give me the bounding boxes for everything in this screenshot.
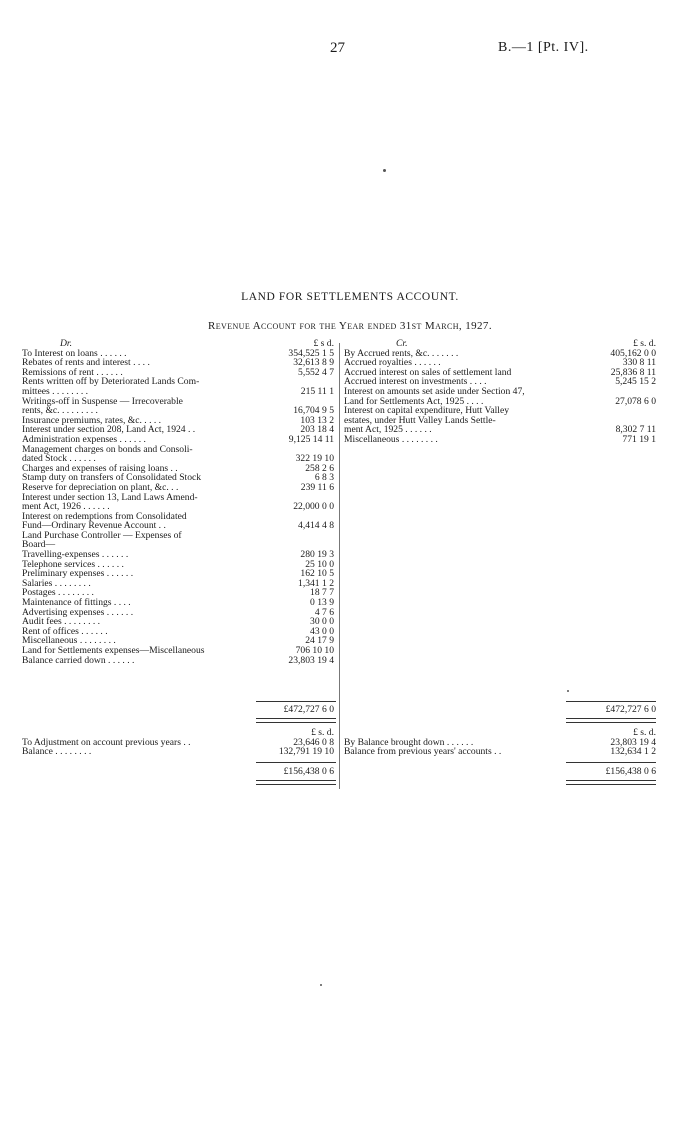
credit-column [344, 339, 656, 445]
entry-amount: 0 13 9 [310, 597, 334, 609]
ledger-row [344, 387, 656, 397]
entry-amount: 706 10 10 [295, 645, 334, 656]
ledger-row [344, 358, 656, 368]
entry-amount: 405,162 0 0 [610, 347, 656, 359]
column-divider [339, 343, 340, 789]
entry-amount: 27,078 6 0 [615, 395, 656, 407]
ledger-row [22, 636, 336, 646]
credit-rows [344, 349, 656, 445]
total-double-rule [566, 718, 656, 723]
entry-amount: 32,613 8 9 [293, 357, 334, 369]
entry-amount: 23,803 19 4 [288, 654, 334, 666]
entry-label: Audit fees . . . . . . . . [22, 617, 101, 627]
entry-label: Rebates of rents and interest . . . . [22, 358, 150, 368]
ledger-row [22, 747, 336, 757]
entry-amount: 203 18 4 [300, 424, 334, 436]
ledger-row [22, 406, 336, 416]
entry-label: Preliminary expenses . . . . . . [22, 569, 134, 579]
entry-label: Writings-off in Suspense — Irrecoverable [22, 396, 183, 407]
ledger-row [22, 608, 336, 618]
ink-speck [383, 169, 386, 172]
entry-amount: 4 7 6 [314, 606, 334, 618]
entry-label: Land for Settlements Act, 1925 . . . . [344, 396, 484, 407]
entry-label: Accrued interest on sales of settlement land [344, 367, 512, 378]
ledger-row [22, 550, 336, 560]
total-double-rule [256, 718, 336, 723]
entry-amount: 22,000 0 0 [293, 501, 334, 513]
ledger-row [22, 627, 336, 637]
entry-label: Charges and expenses of raising loans . . [22, 463, 178, 474]
page-number: 27 [330, 40, 345, 56]
ledger-row [22, 435, 336, 445]
entry-amount: 280 19 3 [300, 549, 334, 561]
entry-amount: 771 19 1 [622, 433, 656, 445]
entry-amount: 5,552 4 7 [298, 366, 334, 378]
ledger-row [344, 425, 656, 435]
entry-amount: 215 11 1 [300, 385, 334, 397]
entry-label: Maintenance of fittings . . . . [22, 598, 131, 608]
entry-amount: 162 10 5 [300, 568, 334, 580]
ledger-row [22, 598, 336, 608]
entry-label: ment Act, 1925 . . . . . . [344, 425, 432, 435]
entry-amount: 30 0 0 [310, 616, 334, 628]
credit-total: £472,727 6 0 [605, 704, 656, 715]
credit-balance-total: £156,438 0 6 [605, 766, 656, 777]
entry-label: Management charges on bonds and Consoli- [22, 444, 193, 455]
entry-label: Fund—Ordinary Revenue Account . . [22, 521, 166, 531]
ledger-row [22, 531, 336, 541]
ledger-row [22, 656, 336, 666]
debit-balance-total: £156,438 0 6 [283, 766, 334, 777]
lsd-header: £ s. d. [311, 727, 334, 738]
entry-label: Balance . . . . . . . . [22, 747, 92, 757]
credit-label: Cr. [396, 338, 408, 349]
entry-label: Postages . . . . . . . . [22, 588, 94, 599]
entry-label: Land Purchase Controller — Expenses of [22, 530, 182, 541]
entry-label: To Adjustment on account previous years . . [22, 737, 191, 748]
debit-column [22, 339, 336, 665]
entry-label: Rents written off by Deteriorated Lands Com- [22, 377, 200, 387]
ledger-row [22, 397, 336, 407]
lsd-header-row [344, 728, 656, 738]
entry-amount: 330 8 11 [622, 357, 656, 369]
entry-label: Interest under section 13, Land Laws Amend- [22, 492, 198, 503]
debit-balance-section [22, 728, 336, 757]
entry-label: Miscellaneous . . . . . . . . [22, 636, 116, 646]
ledger-row [22, 588, 336, 598]
entry-amount: 132,791 19 10 [278, 746, 334, 758]
entry-label: Administration expenses . . . . . . [22, 434, 146, 445]
entry-amount: 354,525 1 5 [288, 347, 334, 359]
ledger-row [22, 540, 336, 550]
ledger-row [22, 617, 336, 627]
account-subtitle: Revenue Account for the Year ended 31st March, 1927. [208, 320, 492, 332]
entry-label: By Balance brought down . . . . . . [344, 737, 474, 748]
total-double-rule [566, 780, 656, 785]
ledger-row [344, 435, 656, 445]
credit-header-row [344, 339, 656, 349]
entry-label: Reserve for depreciation on plant, &c. . . [22, 482, 179, 493]
debit-total: £472,727 6 0 [283, 704, 334, 715]
entry-label: rents, &c. . . . . . . . . [22, 406, 98, 416]
debit-rows [22, 349, 336, 666]
entry-label: Travelling-expenses . . . . . . [22, 550, 129, 560]
entry-label: mittees . . . . . . . . [22, 386, 89, 397]
ink-speck [320, 984, 322, 986]
credit-balance-section [344, 728, 656, 757]
ledger-row [22, 377, 336, 387]
entry-label: Accrued interest on investments . . . . [344, 377, 487, 387]
entry-amount: 5,245 15 2 [615, 376, 656, 388]
ink-speck [567, 690, 569, 692]
entry-label: Stamp duty on transfers of Consolidated Stock [22, 473, 202, 483]
entry-label: Balance from previous years' accounts . . [344, 747, 502, 757]
entry-amount: 25,836 8 11 [610, 366, 656, 378]
entry-amount: 103 13 2 [300, 414, 334, 426]
ledger-row [22, 483, 336, 493]
ledger-row [22, 358, 336, 368]
total-rule [256, 701, 336, 702]
entry-label: Salaries . . . . . . . . [22, 578, 91, 589]
entry-label: ment Act, 1926 . . . . . . [22, 502, 110, 512]
entry-label: To Interest on loans . . . . . . [22, 348, 127, 359]
account-title: LAND FOR SETTLEMENTS ACCOUNT. [241, 291, 459, 303]
entry-amount: 132,634 1 2 [610, 746, 656, 758]
ledger-row [344, 368, 656, 378]
entry-label: Land for Settlements expenses—Miscellaneous [22, 646, 205, 656]
entry-label: Miscellaneous . . . . . . . . [344, 434, 438, 445]
entry-amount: 16,704 9 5 [293, 405, 334, 417]
entry-label: Rent of offices . . . . . . [22, 626, 108, 637]
entry-amount: 24 17 9 [305, 635, 334, 647]
ledger-row [22, 502, 336, 512]
ledger-row [344, 406, 656, 416]
lsd-header: £ s. d. [633, 727, 656, 738]
ledger-row [22, 579, 336, 589]
entry-label: Interest on amounts set aside under Section 47, [344, 386, 525, 397]
total-rule [566, 701, 656, 702]
ledger-row [22, 368, 336, 378]
ledger-row [22, 454, 336, 464]
entry-label: Board— [22, 540, 56, 551]
ledger-row [22, 445, 336, 455]
entry-amount: 322 19 10 [295, 453, 334, 465]
entry-label: Advertising expenses . . . . . . [22, 607, 134, 618]
lsd-header: £ s. d. [633, 338, 656, 349]
entry-amount: 9,125 14 11 [288, 433, 334, 445]
ledger-row [344, 416, 656, 426]
ledger-row [344, 738, 656, 748]
ledger-row [344, 747, 656, 757]
entry-amount: 18 7 7 [310, 587, 334, 599]
entry-label: estates, under Hutt Valley Lands Settle- [344, 415, 496, 426]
entry-amount: 25 10 0 [305, 558, 334, 570]
ledger-row [22, 387, 336, 397]
ledger-row [22, 416, 336, 426]
lsd-header: £ s d. [313, 338, 334, 349]
entry-label: Balance carried down . . . . . . [22, 655, 135, 666]
total-rule [256, 762, 336, 763]
total-rule [566, 762, 656, 763]
ledger-row [22, 560, 336, 570]
entry-label: Insurance premiums, rates, &c. . . . . [22, 415, 162, 426]
entry-amount: 258 2 6 [305, 462, 334, 474]
total-double-rule [256, 780, 336, 785]
entry-amount: 6 8 3 [314, 472, 334, 484]
debit-label: Dr. [60, 338, 72, 349]
entry-label: Interest on redemptions from Consolidated [22, 511, 187, 522]
ledger-row [22, 349, 336, 359]
entry-amount: 4,414 4 8 [298, 520, 334, 532]
ledger-row [22, 521, 336, 531]
ledger-row [344, 349, 656, 359]
ledger-row [22, 493, 336, 503]
ledger-row [22, 473, 336, 483]
entry-label: Interest on capital expenditure, Hutt Valley [344, 406, 509, 416]
entry-label: Remissions of rent . . . . . . [22, 367, 123, 378]
entry-label: Interest under section 208, Land Act, 1924 . . [22, 425, 196, 435]
ledger-row [22, 569, 336, 579]
entry-label: dated Stock . . . . . . [22, 454, 96, 464]
entry-amount: 23,803 19 4 [610, 736, 656, 748]
entry-amount: 239 11 6 [300, 481, 334, 493]
entry-amount: 1,341 1 2 [298, 577, 334, 589]
entry-label: By Accrued rents, &c. . . . . . . [344, 348, 459, 359]
ledger-row [344, 377, 656, 387]
entry-amount: 23,646 0 8 [293, 736, 334, 748]
ledger-row [22, 512, 336, 522]
entry-label: Telephone services . . . . . . [22, 559, 124, 570]
lsd-header-row [22, 728, 336, 738]
ledger-row [344, 397, 656, 407]
entry-amount: 43 0 0 [310, 625, 334, 637]
entry-label: Accrued royalties . . . . . . [344, 358, 441, 368]
page-reference: B.—1 [Pt. IV]. [498, 40, 589, 55]
entry-amount: 8,302 7 11 [615, 424, 656, 436]
ledger-row [22, 464, 336, 474]
